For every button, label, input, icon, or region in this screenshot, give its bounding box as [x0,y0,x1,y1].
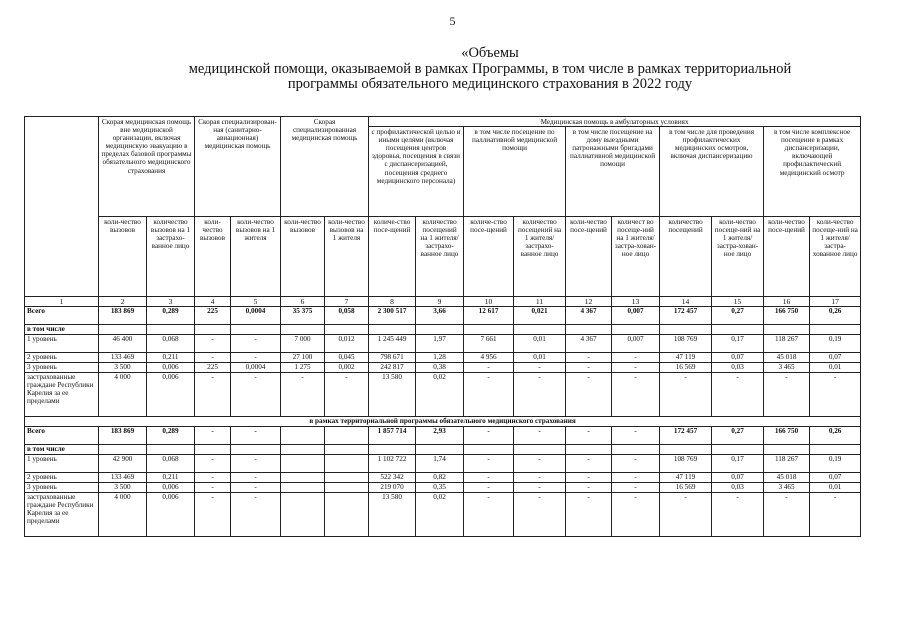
header-sub-home-palliative: в том числе посещение на дому выездными патронажными бригадами паллиативной медицинской помощи [566,127,660,217]
header-col-16: коли-чество посе-щений [764,217,810,297]
table-row [25,445,861,455]
table-cell: 1,74 [416,455,464,473]
table-cell: 0,07 [810,473,861,483]
table-cell: 45 018 [764,353,810,363]
table-cell [281,483,325,493]
table-cell: - [464,493,514,537]
table-cell: - [566,353,612,363]
table-row [25,373,861,417]
table-cell [712,325,764,335]
table-cell: 133 469 [99,473,147,483]
table-cell: - [195,455,231,473]
table-cell: 13 580 [369,493,416,537]
table-cell [612,445,660,455]
table-row [25,325,861,335]
table-cell: - [566,363,612,373]
header-sub-preventive: с профилактической целью и иными целями (включая посещения центров здоровья, посещения в связи с диспансеризацией, посещения среднего медицинского персонала) [369,127,464,217]
table-cell [281,427,325,445]
table-cell: 0,82 [416,473,464,483]
header-group-ambulance: Скорая медицинская помощь вне медицинской организации, включая медицинскую эвакуацию в пределах базовой программы обязательного медицинского страхования [99,117,195,217]
table-cell [660,445,712,455]
table-cell: 3 465 [764,483,810,493]
table-cell: - [514,483,566,493]
row-label: застрахованные граждане Республики Карелия за ее пределами [25,373,99,417]
table-cell: 0,38 [416,363,464,373]
table-cell: 522 342 [369,473,416,483]
table-cell [514,445,566,455]
table-cell [195,445,231,455]
column-number: 17 [810,297,861,307]
table-cell [810,445,861,455]
column-number: 10 [464,297,514,307]
table-cell [281,325,325,335]
row-label: 3 уровень [25,483,99,493]
table-cell [612,325,660,335]
table-cell: 12 617 [464,307,514,325]
table-cell: 4 000 [99,493,147,537]
table-cell: 0,26 [810,307,861,325]
table-cell: 4 000 [99,373,147,417]
table-cell: - [612,455,660,473]
table-row [25,307,861,325]
table-cell: - [195,483,231,493]
header-col-15: коли-чество посеще-ний на 1 жителя/ застра-хован-ное лицо [712,217,764,297]
column-number: 12 [566,297,612,307]
table-cell: 0,19 [810,335,861,353]
column-number: 5 [231,297,281,307]
table-cell: 0,01 [514,335,566,353]
table-cell: 27 100 [281,353,325,363]
header-sub-palliative: в том числе посещение по паллиативной медицинской помощи [464,127,566,217]
title-line-3: программы обязательного медицинского страхования в 2022 году [287,76,693,92]
header-group-air-ambulance: Скорая специализирован-ная (санитарно-авиационная) медицинская помощь [195,117,281,217]
header-col-6: коли-чество вызовов [281,217,325,297]
table-cell: - [514,373,566,417]
section-label: в рамках территориальной программы обязательного медицинского страхования [25,417,861,427]
table-cell: 166 750 [764,427,810,445]
table-row [25,455,861,473]
table-cell: 1,28 [416,353,464,363]
title-line-1: «Объемы [461,45,519,61]
table-cell [325,427,369,445]
table-cell [147,325,195,335]
table-cell: 0,068 [147,335,195,353]
table-cell: - [612,363,660,373]
table-cell: - [566,483,612,493]
header-col-3: количество вызовов на 1 застрахо-ванное лицо [147,217,195,297]
table-cell: 7 000 [281,335,325,353]
table-cell: - [325,373,369,417]
row-label: в том числе [25,325,99,335]
table-cell: 118 267 [764,335,810,353]
table-cell: 0,02 [416,373,464,417]
table-cell: 3,66 [416,307,464,325]
page-number: 5 [449,14,456,28]
table-cell [810,325,861,335]
column-number: 1 [25,297,99,307]
header-sub-complex-visit: в том числе комплексное посещение в рамках диспансеризации, включающей профилактический медицинский осмотр [764,127,861,217]
column-number: 8 [369,297,416,307]
table-cell: 1 857 714 [369,427,416,445]
table-cell [195,325,231,335]
table-cell: 4 956 [464,353,514,363]
table-cell: 0,021 [514,307,566,325]
table-cell: 0,007 [612,307,660,325]
table-cell: - [231,335,281,353]
table-cell: - [281,373,325,417]
row-label: застрахованные граждане Республики Карелия за ее пределами [25,493,99,537]
table-cell: - [514,363,566,373]
table-cell: 0,211 [147,353,195,363]
table-cell: - [195,353,231,363]
column-number-row [25,297,861,307]
column-number: 14 [660,297,712,307]
header-col-9: количество посещений на 1 жителя/ застрахо-ванное лицо [416,217,464,297]
table-cell: 172 457 [660,427,712,445]
table-cell [464,445,514,455]
row-label: 3 уровень [25,363,99,373]
table-cell: - [464,363,514,373]
table-cell: - [514,427,566,445]
table-cell: - [566,455,612,473]
table-row [25,353,861,363]
column-number: 6 [281,297,325,307]
table-cell: 0,07 [810,353,861,363]
table-cell [764,325,810,335]
table-cell: 4 367 [566,335,612,353]
table-cell: - [612,373,660,417]
table-cell: 0,02 [416,493,464,537]
table-cell [231,325,281,335]
table-cell: - [231,473,281,483]
table-cell: 0,27 [712,427,764,445]
table-cell: 3 500 [99,483,147,493]
table-cell: 0,211 [147,473,195,483]
table-cell: - [612,427,660,445]
table-cell: - [660,493,712,537]
table-cell: - [195,493,231,537]
column-number: 7 [325,297,369,307]
table-cell [325,325,369,335]
table-cell: 0,0004 [231,307,281,325]
header-col-11: количество посещений на 1 жителя/ застрахо-ванное лицо [514,217,566,297]
table-cell: 35 375 [281,307,325,325]
table-cell: - [231,373,281,417]
header-group-specialized-ambulance: Скорая специализированная медицинская помощь [281,117,369,217]
table-cell: - [514,473,566,483]
table-cell [99,445,147,455]
table-cell [325,473,369,483]
row-label: Всего [25,427,99,445]
table-cell: 42 900 [99,455,147,473]
table-cell: 108 769 [660,455,712,473]
table-cell: 0,006 [147,363,195,373]
table-cell [325,483,369,493]
table-cell: 0,045 [325,353,369,363]
table-cell: 13 580 [369,373,416,417]
table-cell: 133 469 [99,353,147,363]
table-cell: 0,17 [712,335,764,353]
table-cell: 0,0004 [231,363,281,373]
row-label: Всего [25,307,99,325]
row-label: 2 уровень [25,473,99,483]
table-cell: - [464,455,514,473]
table-cell: 225 [195,307,231,325]
table-cell: 0,289 [147,307,195,325]
table-cell: - [660,373,712,417]
table-cell: - [195,427,231,445]
table-cell: - [464,373,514,417]
table-cell [369,325,416,335]
table-cell: - [712,493,764,537]
table-cell: 225 [195,363,231,373]
volumes-table [24,116,861,537]
section-separator-row [25,417,861,427]
table-cell: - [231,353,281,363]
header-sub-checkups: в том числе для проведения профилактических медицинских осмотров, включая диспансеризацию [660,127,764,217]
table-cell: 219 070 [369,483,416,493]
table-cell: 0,002 [325,363,369,373]
table-cell [712,445,764,455]
table-cell: 0,26 [810,427,861,445]
table-cell: 47 119 [660,353,712,363]
row-label: 1 уровень [25,455,99,473]
table-cell: 45 018 [764,473,810,483]
table-cell: - [566,493,612,537]
table-cell: - [712,373,764,417]
table-cell [147,445,195,455]
table-cell: - [764,373,810,417]
table-cell: 0,27 [712,307,764,325]
table-cell: 0,01 [810,483,861,493]
table-cell: 7 661 [464,335,514,353]
table-cell: 172 457 [660,307,712,325]
table-cell: 0,289 [147,427,195,445]
table-cell: - [231,483,281,493]
table-cell: 47 119 [660,473,712,483]
header-col-8: количе-ство посе-щений [369,217,416,297]
table-cell: - [810,373,861,417]
table-cell: 0,068 [147,455,195,473]
column-number: 13 [612,297,660,307]
table-cell: - [195,335,231,353]
table-cell [369,445,416,455]
row-label: 2 уровень [25,353,99,363]
table-cell: 0,03 [712,483,764,493]
table-cell: 16 569 [660,363,712,373]
table-cell: 798 671 [369,353,416,363]
table-cell: 3 465 [764,363,810,373]
column-number: 16 [764,297,810,307]
table-row [25,363,861,373]
table-cell: 16 569 [660,483,712,493]
table-cell: 2,93 [416,427,464,445]
table-cell: 0,35 [416,483,464,493]
table-cell: 0,01 [810,363,861,373]
table-cell [416,445,464,455]
table-cell [281,473,325,483]
header-col-17: коли-чество посеще-ний на 1 жителя/ застра-хованное лицо [810,217,861,297]
table-cell: - [195,373,231,417]
table-cell: 1 245 449 [369,335,416,353]
table-cell: 0,19 [810,455,861,473]
table-cell [325,455,369,473]
table-cell: - [231,455,281,473]
table-cell: 1 275 [281,363,325,373]
table-cell [281,445,325,455]
table-cell: - [612,353,660,363]
header-col-12: коли-чество посе-щений [566,217,612,297]
table-cell: - [514,455,566,473]
column-number: 2 [99,297,147,307]
column-number: 15 [712,297,764,307]
table-row [25,493,861,537]
table-cell: 0,17 [712,455,764,473]
table-cell: - [612,483,660,493]
table-cell: - [612,473,660,483]
table-cell [660,325,712,335]
table-cell: 0,006 [147,493,195,537]
table-cell: - [566,473,612,483]
table-cell: 1 102 722 [369,455,416,473]
table-cell: 0,006 [147,373,195,417]
table-cell: 118 267 [764,455,810,473]
table-row [25,483,861,493]
header-col-5: коли-чество вызовов на 1 жителя [231,217,281,297]
table-cell: 0,03 [712,363,764,373]
table-cell: - [810,493,861,537]
column-number: 9 [416,297,464,307]
header-col-2: коли-чество вызовов [99,217,147,297]
header-col-13: количест во посеще-ний на 1 жителя/ застра-хован-ное лицо [612,217,660,297]
column-number: 3 [147,297,195,307]
table-cell [514,325,566,335]
table-cell: 0,006 [147,483,195,493]
table-cell: - [612,493,660,537]
table-cell [325,493,369,537]
table-cell: 2 300 517 [369,307,416,325]
table-cell: 0,007 [612,335,660,353]
table-cell: - [566,427,612,445]
table-cell: 183 869 [99,427,147,445]
header-empty-corner [25,117,99,297]
document-title [0,46,905,93]
title-line-2: медицинской помощи, оказываемой в рамках Программы, в том числе в рамках территориальной [188,60,792,77]
header-col-10: количе-ство посе-щений [464,217,514,297]
header-col-4: коли-чество вызовов [195,217,231,297]
row-label: в том числе [25,445,99,455]
table-cell: - [566,373,612,417]
table-cell [281,493,325,537]
table-cell: 0,07 [712,473,764,483]
table-cell: 0,07 [712,353,764,363]
table-cell: 0,012 [325,335,369,353]
table-cell: 3 500 [99,363,147,373]
header-group-outpatient: Медицинская помощь в амбулаторных условиях [369,117,861,127]
table-cell [464,325,514,335]
table-cell: 0,01 [514,353,566,363]
table-cell: - [464,483,514,493]
table-cell: 4 367 [566,307,612,325]
row-label: 1 уровень [25,335,99,353]
column-number: 11 [514,297,566,307]
header-col-7: коли-чество вызовов на 1 жителя [325,217,369,297]
table-cell [566,445,612,455]
table-cell: 108 769 [660,335,712,353]
table-cell [416,325,464,335]
table-cell [281,455,325,473]
table-cell: - [195,473,231,483]
table-row [25,427,861,445]
table-cell [99,325,147,335]
table-cell [764,445,810,455]
table-row [25,335,861,353]
table-row [25,473,861,483]
table-cell: - [231,427,281,445]
table-cell [566,325,612,335]
table-cell: 242 817 [369,363,416,373]
header-col-14: количество посещений [660,217,712,297]
table-cell [325,445,369,455]
table-cell: 1,97 [416,335,464,353]
table-cell [231,445,281,455]
table-cell: 183 869 [99,307,147,325]
table-cell: - [514,493,566,537]
table-cell: - [231,493,281,537]
table-cell: 166 750 [764,307,810,325]
table-cell: - [464,473,514,483]
table-cell: - [464,427,514,445]
table-cell: 46 400 [99,335,147,353]
table-cell: - [764,493,810,537]
table-cell: 0,058 [325,307,369,325]
column-number: 4 [195,297,231,307]
